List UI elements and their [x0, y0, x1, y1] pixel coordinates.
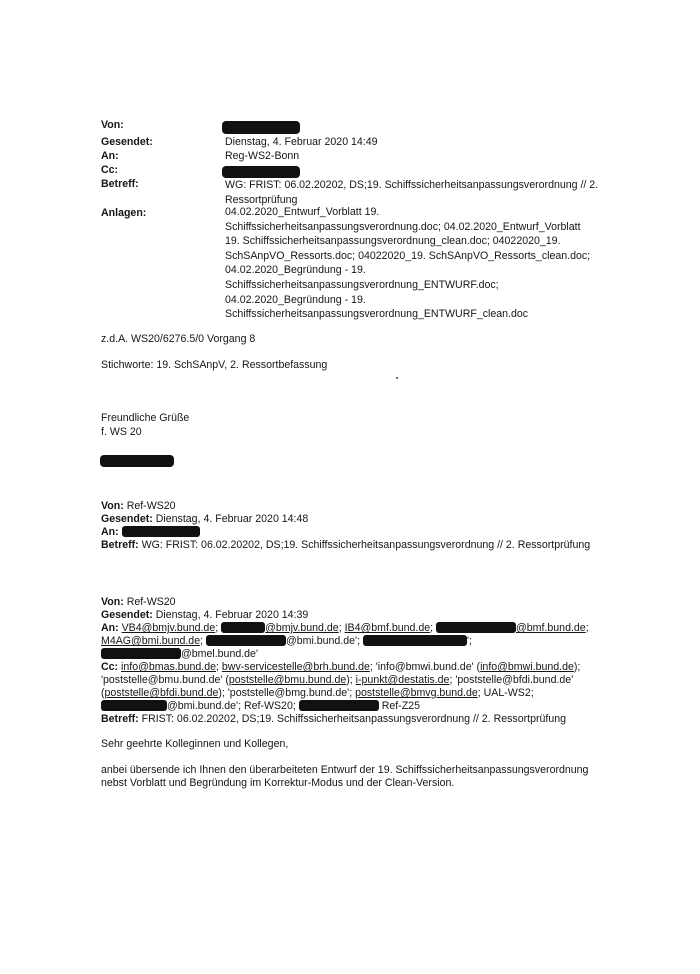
- cc-label: Cc:: [101, 164, 119, 176]
- gesendet-label: Gesendet:: [101, 136, 153, 148]
- recipient-email: @bmi.bund.de': [285, 635, 358, 647]
- cc-email: Ref-Z25: [381, 700, 420, 712]
- attachment-line: SchSAnpVO_Ressorts.doc; 04022020_19. SchSAnpVO_Ressorts_clean.doc;: [225, 249, 591, 262]
- redaction-fwd1-an: [122, 526, 200, 537]
- fwd2-an-line-2: M4AG@bmi.bund.de; @bmi.bund.de'; ';: [101, 635, 472, 647]
- von-label: Von:: [101, 119, 124, 131]
- attachment-line: 04.02.2020_Begründung - 19.: [225, 293, 366, 306]
- scan-speck: [396, 377, 398, 379]
- attachment-line: Schiffssicherheitsanpassungsverordnung_ENTWURF.doc;: [225, 278, 499, 291]
- betreff-line: Ressortprüfung: [225, 193, 298, 206]
- cc-email: 'poststelle@bmu.bund.de' (: [101, 674, 229, 686]
- attachment-line: 04.02.2020_Entwurf_Vorblatt 19.: [225, 206, 380, 218]
- cc-email[interactable]: info@bmas.bund.de: [121, 661, 217, 673]
- cc-email[interactable]: poststelle@bfdi.bund.de: [104, 687, 219, 699]
- redaction-recipient: [363, 635, 467, 646]
- cc-email[interactable]: poststelle@bmvg.bund.de: [355, 687, 478, 699]
- betreff-line: WG: FRIST: 06.02.20202, DS;19. Schiffssicherheitsanpassungsverordnung // 2.: [225, 179, 599, 191]
- fwd1-von-value: Ref-WS20: [123, 500, 176, 512]
- forward-header-1: [101, 500, 601, 552]
- fwd1-betreff-label: Betreff:: [101, 539, 139, 551]
- redaction-signature: [100, 455, 174, 467]
- recipient-email[interactable]: M4AG@bmi.bund.de: [101, 635, 201, 647]
- cc-email: 'poststelle@bmg.bund.de': [227, 687, 350, 699]
- redaction-recipient: [221, 622, 265, 633]
- redaction-cc: [222, 166, 300, 178]
- fwd2-cc-line-4: [101, 700, 601, 713]
- gesendet-value: Dienstag, 4. Februar 2020 14:49: [225, 136, 378, 148]
- fwd2-an-line-1: An: VB4@bmjv.bund.de; @bmjv.bund.de; IB4@bmf.bund.de; @bmf.bund.de;: [101, 622, 589, 634]
- cc-email[interactable]: bwv-servicestelle@brh.bund.de: [221, 661, 370, 673]
- an-value: Reg-WS2-Bonn: [225, 150, 300, 162]
- greeting-line-1: Freundliche Grüße: [101, 412, 190, 424]
- forward-header-2: [101, 596, 601, 726]
- recipient-email[interactable]: @bmjv.bund.de: [265, 622, 339, 634]
- betreff-value: [225, 178, 645, 207]
- an-label: An:: [101, 150, 119, 162]
- cc-email[interactable]: poststelle@bmu.bund.de: [228, 674, 347, 686]
- redaction-recipient: [101, 648, 181, 659]
- recipient-email[interactable]: @bmf.bund.de: [516, 622, 586, 634]
- stichworte: Stichworte: 19. SchSAnpV, 2. Ressortbefassung: [101, 359, 328, 371]
- fwd2-von-label: Von:: [101, 596, 124, 608]
- redaction-von: [222, 121, 300, 134]
- redaction-recipient: [101, 700, 167, 711]
- fwd2-cc-line-1: Cc: info@bmas.bund.de; bwv-servicestelle@brh.bund.de; 'info@bmwi.bund.de' (info@bmwi.bund.de);: [101, 661, 581, 673]
- betreff-label: Betreff:: [101, 178, 139, 190]
- redaction-recipient: [436, 622, 516, 633]
- fwd1-an-label: An:: [101, 526, 119, 538]
- letter-paragraph: [101, 764, 601, 790]
- attachment-line: 19. Schiffssicherheitsanpassungsverordnung_clean.doc; 04022020_19.: [225, 235, 561, 248]
- anlagen-label: Anlagen:: [101, 207, 147, 219]
- fwd2-betreff-value: FRIST: 06.02.20202, DS;19. Schiffssicherheitsanpassungsverordnung // 2. Ressortprüfung: [138, 713, 567, 725]
- zda-reference: z.d.A. WS20/6276.5/0 Vorgang 8: [101, 333, 256, 345]
- attachment-line: Schiffssicherheitsanpassungsverordnung.doc; 04.02.2020_Entwurf_Vorblatt: [225, 220, 581, 233]
- fwd2-von-value: Ref-WS20: [123, 596, 176, 608]
- cc-email[interactable]: i-punkt@destatis.de: [355, 674, 450, 686]
- cc-email: 'info@bmwi.bund.de' (: [375, 661, 481, 673]
- recipient-email: @bmel.bund.de': [181, 648, 258, 660]
- cc-email: UAL-WS2;: [483, 687, 534, 699]
- fwd1-gesendet-label: Gesendet:: [101, 513, 153, 525]
- recipient-email[interactable]: VB4@bmjv.bund.de: [121, 622, 216, 634]
- fwd2-betreff-label: Betreff:: [101, 713, 139, 725]
- attachment-line: 04.02.2020_Begründung - 19.: [225, 264, 366, 277]
- greeting-line-2: f. WS 20: [101, 426, 142, 438]
- fwd2-gesendet-value: Dienstag, 4. Februar 2020 14:39: [152, 609, 309, 621]
- fwd2-cc-line-2: 'poststelle@bmu.bund.de' (poststelle@bmu.bund.de); i-punkt@destatis.de; 'poststelle@bfdi.bund.de': [101, 674, 574, 686]
- redaction-recipient: [206, 635, 286, 646]
- fwd2-an-label: An:: [101, 622, 119, 634]
- fwd2-gesendet-label: Gesendet:: [101, 609, 153, 621]
- paragraph-line: anbei übersende ich Ihnen den überarbeiteten Entwurf der 19. Schiffssicherheitsanpassungsverordnung: [101, 764, 589, 776]
- cc-email: 'poststelle@bfdi.bund.de': [455, 674, 574, 686]
- fwd2-cc-line-3: (poststelle@bfdi.bund.de); 'poststelle@bmg.bund.de'; poststelle@bmvg.bund.de; UAL-WS2;: [101, 687, 534, 699]
- cc-email: @bmi.bund.de'; Ref-WS20;: [167, 700, 296, 712]
- paragraph-line: nebst Vorblatt und Begründung im Korrektur-Modus und der Clean-Version.: [101, 777, 455, 789]
- salutation: Sehr geehrte Kolleginnen und Kollegen,: [101, 738, 289, 750]
- cc-email[interactable]: info@bmwi.bund.de: [480, 661, 574, 673]
- fwd2-an-line-3: [101, 648, 601, 661]
- fwd1-gesendet-value: Dienstag, 4. Februar 2020 14:48: [152, 513, 309, 525]
- fwd2-cc-label: Cc:: [101, 661, 119, 673]
- fwd1-von-label: Von:: [101, 500, 124, 512]
- fwd1-betreff-value: WG: FRIST: 06.02.20202, DS;19. Schiffssicherheitsanpassungsverordnung // 2. Ressortprüfung: [138, 539, 591, 551]
- redaction-recipient: [299, 700, 379, 711]
- recipient-email[interactable]: IB4@bmf.bund.de: [344, 622, 431, 634]
- anlagen-value: [225, 205, 645, 322]
- attachment-line: Schiffssicherheitsanpassungsverordnung_ENTWURF_clean.doc: [225, 308, 529, 321]
